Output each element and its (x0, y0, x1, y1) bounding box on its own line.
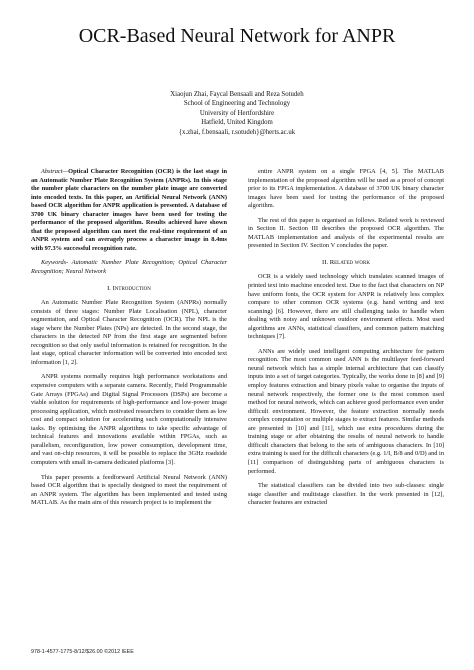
affiliation-line: Hatfield, United Kingdom (201, 119, 273, 127)
body-paragraph: ANPR systems normally requires high performance workstations and expensive computers with a separate camera. Recently, Field Programmable Gate Arrays (FPGAs) and Digital Signal Processors (DSPs) are become a viable solution for requirements of high-performance and low-power image processing application, which motivated researchers to consider them as low cost and compact solution for accelerating such computationally intensive tasks. By optimising the ANPR algorithms to take specific advantage of technical features and innovations available within FPGAs, such as parallelism, reconfiguration, low power consumption, development time, and vast on-chip resources, it will be possible to replace the 3GHz roadside computers with small in-camera dedicated platforms [3]. (31, 373, 227, 466)
abstract-lead: Abstract— (41, 168, 69, 175)
paper-title: OCR-Based Neural Network for ANPR (78, 25, 396, 47)
abstract-body: Optical Character Recognition (OCR) is the last stage in an Automatic Number Plate Recognition System (ANPRs). In this stage the number plate characters on the number plate image are converted into encoded texts. In this paper, an Artificial Neural Network (ANN) based OCR algorithm for ANPR application is presented. A database of 3700 UK binary character images have been used for testing the performance of the proposed algorithm. Results achieved have shown that the proposed algorithm can meet the real-time requirement of an ANPR system and can averagely process a character image in 8.4ms with 97.3% successful recognition rate. (31, 168, 227, 252)
affiliation-line: School of Engineering and Technology (183, 100, 291, 108)
body-paragraph: The rest of this paper is organised as follows. Related work is reviewed in Section II. Section III describes the proposed OCR algorithm. The MATLAB implementation and analysis of the experimental results are presented in Section IV. Section V concludes the paper. (248, 216, 444, 250)
section-heading-introduction: I. Introduction (107, 284, 151, 292)
right-column (248, 168, 444, 508)
section-heading-related-work: II. Related work (322, 258, 370, 266)
author-names: Xiaojun Zhai, Faycal Bensaali and Reza Sotudeh (170, 91, 304, 98)
body-paragraph: An Automatic Number Plate Recognition System (ANPRs) normally consists of three stages: Number Plate Localisation (NPL), character segmentation, and Optical Character Recognition (OCR). The NPL is the stage where the Number Plates (NPs) are detected. In the second stage, the characters in the detected NP from the first stage are segmented before recognition so that only useful information is retained for recognition. In the last stage, optical character information will be converted into encoded text information [1, 2]. (31, 299, 227, 366)
body-paragraph: ANNs are widely used intelligent computing architecture for pattern recognition. The most common used ANN is the multilayer feed-forward neural network which has a simple internal architecture that can classify inputs into a set of target categories. Typically, the works done in [8] and [9] employ features extraction and binary pixels value to organise the inputs of neural network respectively, the former one is the most common used method for neural network, which can achieve good performance even under difficult environment. However, the feature extraction normally needs complex computation or multiple stages to extract features. Similar methods are presented in [10] and [11], which use extra procedures during the training stage or after obtaining the results of neural network to handle difficult characters that belong to the sets of ambiguous characters. In [10] extra training is used for the difficult characters (e.g. 1/I, B/8 and 0/D) and in [11] comparison of distinguishing parts of ambiguous characters is performed. (248, 347, 444, 475)
keywords: Keywords- Automatic Number Plate Recognition; Optical Character Recognition; Neural Network (31, 259, 227, 276)
left-column (31, 168, 227, 508)
body-paragraph: OCR is a widely used technology which translates scanned images of printed text into machine encoded text. Due to the fact that characters on NP have uniform fonts, the OCR system for ANPR is relatively less complex compare to other common OCR systems (e.g. hand writing and text scanning) [6]. However, there are still challenging tasks to handle when dealing with noisy and unknown outdoor environment effects. Most used algorithms are ANNs, statistical classifiers, and common pattern matching techniques [7]. (248, 273, 444, 341)
copyright-footer: 978-1-4577-1775-8/12/$26.00 ©2012 IEEE (31, 649, 134, 655)
body-paragraph: This paper presents a feedforward Artificial Neural Network (ANN) based OCR algorithm that is specially designed to meet the requirement of an ANPR system. The algorithm has been implemented and tested using MATLAB. As the main aim of this research project is to implement the (31, 473, 227, 507)
body-paragraph: The statistical classifiers can be divided into two sub-classes: single stage classifier and multistage classifier. In the work presented in [12], character features are extracted (248, 482, 444, 507)
affiliation-line: University of Hertfordshire (199, 109, 275, 117)
author-emails: {x.zhai, f.bensaali, r.sotudeh}@herts.ac.uk (178, 128, 296, 136)
author-block (0, 90, 474, 137)
abstract (31, 168, 227, 253)
body-paragraph: entire ANPR system on a single FPGA [4, 5]. The MATLAB implementation of the proposed algorithm will be used as a proof of concept prior to its FPGA implementation. A database of 3700 UK binary character images have been used for testing the performance of the proposed algorithm. (248, 168, 444, 210)
